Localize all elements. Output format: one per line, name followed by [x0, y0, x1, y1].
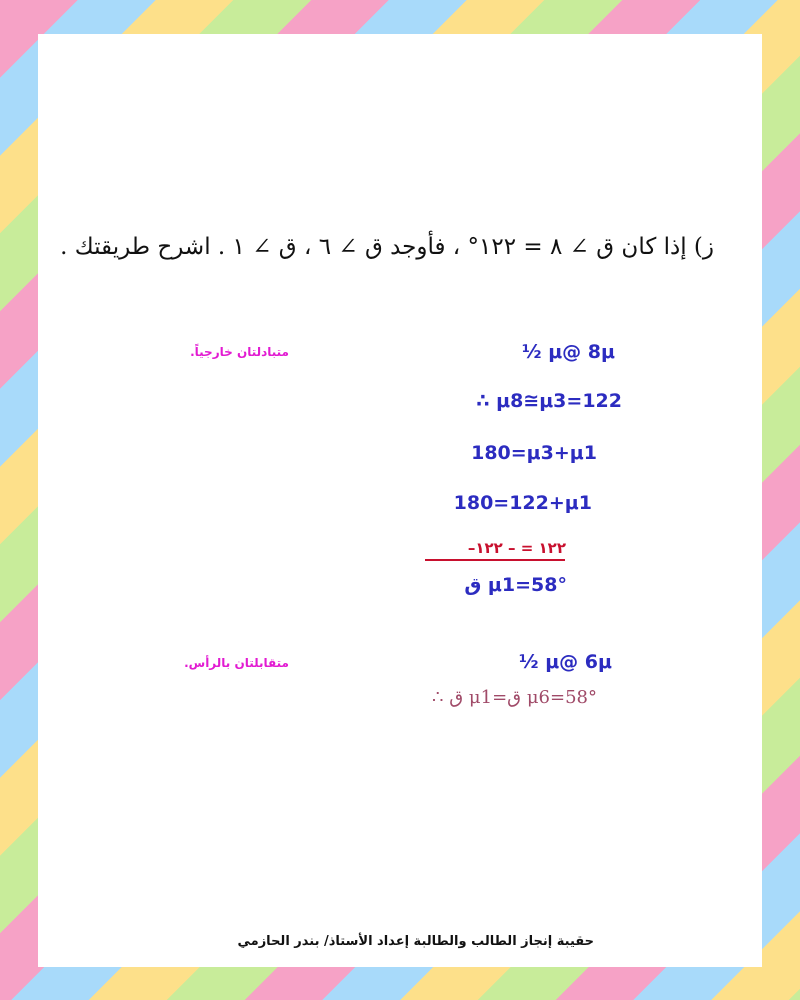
- solution-line-2: ∴ μ8≅μ3=122: [476, 390, 622, 412]
- question-text: ز) إذا كان ق ∠ ٨ = ١٢٢° ، فأوجد ق ∠ ٦ ، ق ∠ ١ . اشرح طريقتك .: [60, 234, 714, 260]
- footer-credit: حقيبة إنجاز الطالب والطالبة إعداد الأستاذ/ بندر الحازمي: [237, 934, 594, 949]
- conclusion-line: ∴ ق μ1=ق μ6=58°: [432, 687, 597, 708]
- reason-note-2: متقابلتان بالرأس.: [184, 656, 289, 670]
- solution-line-3: 180=μ3+μ1: [471, 442, 597, 464]
- solution-line-5: ½ μ@ 6μ: [518, 651, 612, 673]
- solution-line-1: ½ μ@ 8μ: [521, 341, 615, 363]
- result-line: ق μ1=58°: [464, 574, 567, 596]
- solution-line-4: 180=122+μ1: [453, 492, 592, 514]
- reason-note-1: متبادلتان خارجياً.: [190, 345, 289, 359]
- subtraction-rule: [425, 559, 565, 561]
- subtraction-line: –١٢٢ = – ١٢٢: [467, 539, 566, 557]
- worksheet-page: [38, 34, 762, 967]
